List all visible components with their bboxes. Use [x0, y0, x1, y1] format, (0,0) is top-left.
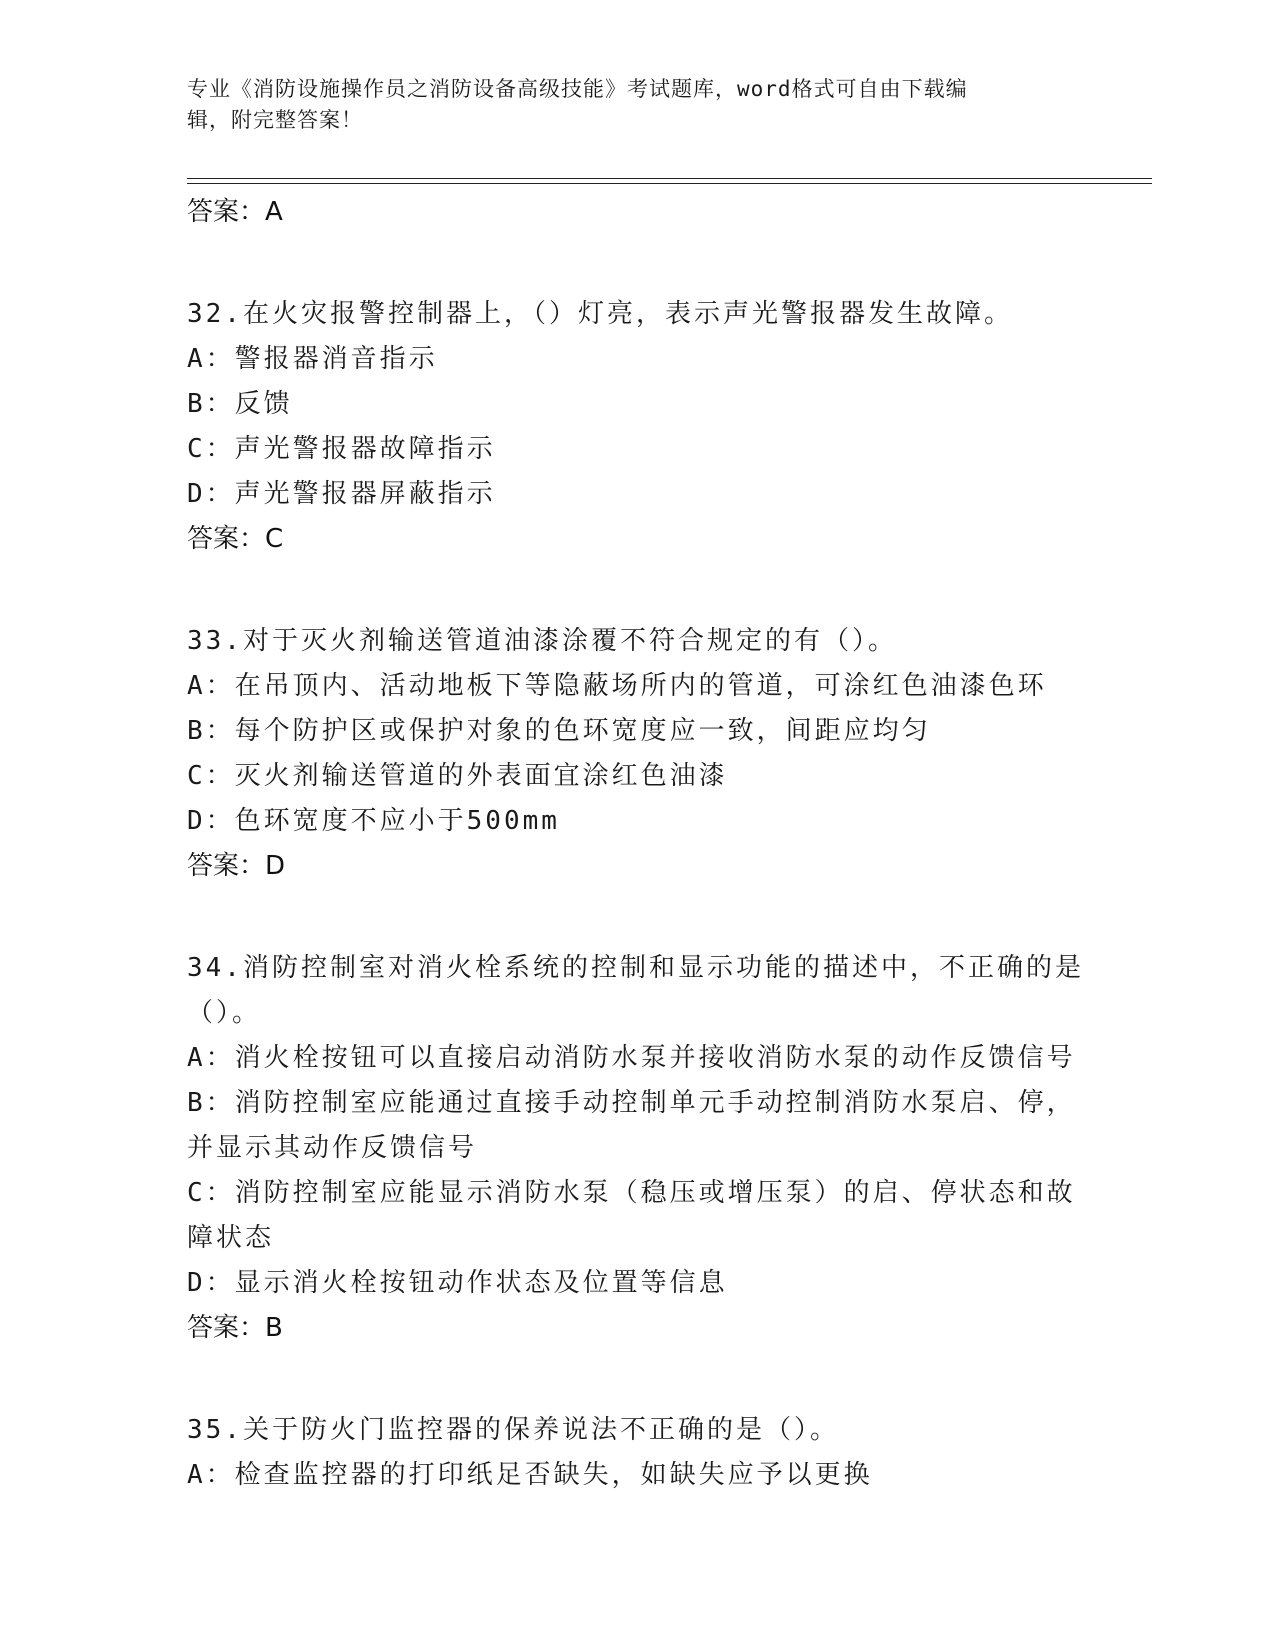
- answer-option: C：声光警报器故障指示: [187, 434, 496, 464]
- answer-line: 答案：C: [187, 524, 284, 554]
- answer-line: 答案：B: [187, 1313, 283, 1343]
- question-block: [187, 292, 1087, 561]
- answer-option: A：消火栓按钮可以直接启动消防水泵并接收消防水泵的动作反馈信号: [187, 1043, 1076, 1073]
- question-text: 35.关于防火门监控器的保养说法不正确的是（）。: [187, 1415, 839, 1445]
- header-line-2: 辑，附完整答案！: [187, 108, 363, 132]
- answer-option: D：声光警报器屏蔽指示: [187, 479, 496, 509]
- answer-option: A：在吊顶内、活动地板下等隐蔽场所内的管道，可涂红色油漆色环: [187, 671, 1047, 701]
- answer-option: A：检查监控器的打印纸足否缺失，如缺失应予以更换: [187, 1460, 873, 1490]
- answer-line: 答案：A: [187, 197, 283, 227]
- answer-option: 并显示其动作反馈信号: [187, 1133, 478, 1163]
- answer-line: 答案：D: [187, 851, 286, 881]
- answer-option: A：警报器消音指示: [187, 344, 438, 374]
- question-text: 33.对于灭火剂输送管道油漆涂覆不符合规定的有（）。: [187, 626, 897, 656]
- document-header: [187, 74, 1067, 136]
- header-line-1: 专业《消防设施操作员之消防设备高级技能》考试题库，word格式可自由下载编: [187, 77, 968, 101]
- question-block: [187, 619, 1087, 888]
- answer-option: B：反馈: [187, 389, 293, 419]
- answer-option: C：灭火剂输送管道的外表面宜涂红色油漆: [187, 761, 728, 791]
- answer-option: B：消防控制室应能通过直接手动控制单元手动控制消防水泵启、停，: [187, 1088, 1076, 1118]
- answer-option: D：色环宽度不应小于500mm: [187, 806, 560, 836]
- question-block: [187, 946, 1087, 1350]
- question-text: 34.消防控制室对消火栓系统的控制和显示功能的描述中，不正确的是: [187, 953, 1084, 983]
- answer-option: 障状态: [187, 1223, 275, 1253]
- header-divider-top: [187, 178, 1152, 179]
- question-block: [187, 1408, 1087, 1498]
- header-divider-bottom: [187, 183, 1152, 184]
- question-list: [187, 190, 1087, 1498]
- answer-option: B：每个防护区或保护对象的色环宽度应一致，间距应均匀: [187, 716, 931, 746]
- answer-option: D：显示消火栓按钮动作状态及位置等信息: [187, 1268, 728, 1298]
- question-text: 32.在火灾报警控制器上，（）灯亮，表示声光警报器发生故障。: [187, 299, 1013, 329]
- question-text: （）。: [187, 998, 262, 1028]
- answer-option: C：消防控制室应能显示消防水泵（稳压或增压泵）的启、停状态和故: [187, 1178, 1076, 1208]
